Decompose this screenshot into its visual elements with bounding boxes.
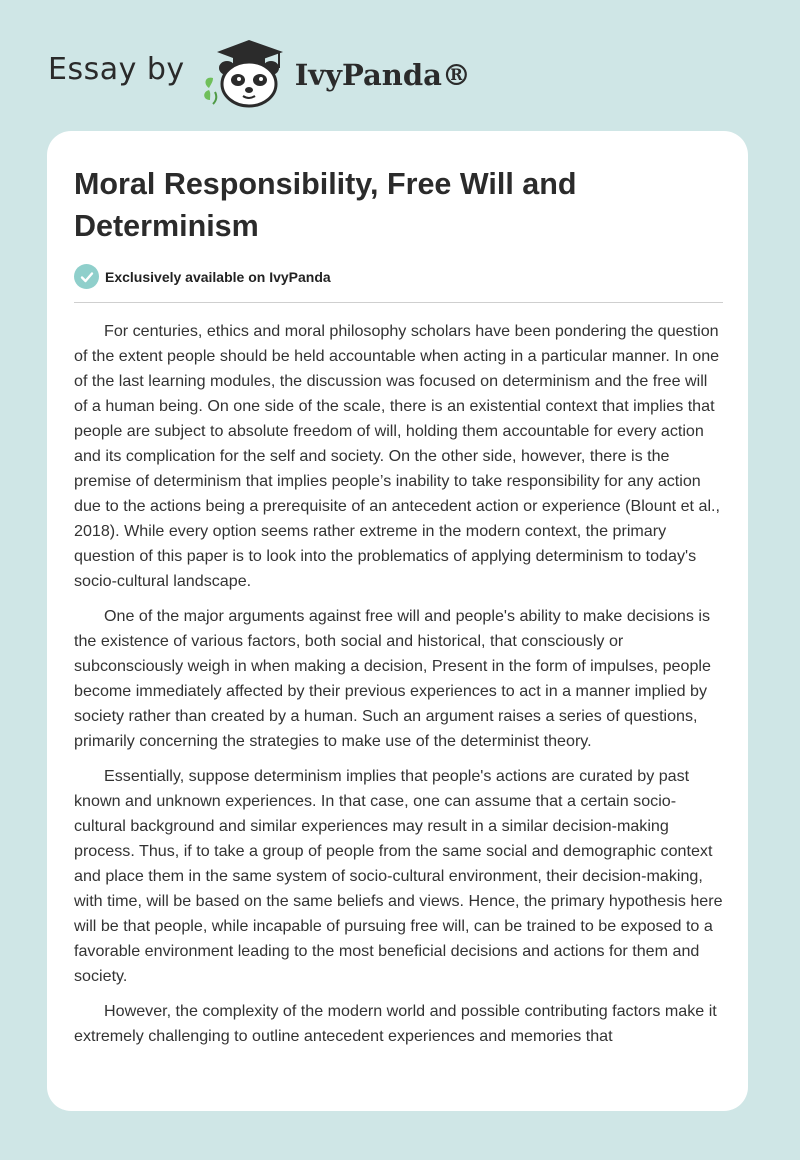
article-card — [47, 131, 748, 1111]
essay-by-label: Essay by — [48, 51, 185, 87]
panda-logo-icon[interactable] — [199, 38, 291, 108]
paragraph: One of the major arguments against free will and people's ability to make decisions is the existence of various factors, both social and historical, that consciously or subconsciously weigh in when making a decision, Present in the form of impulses, people become immediately affected by their previous experiences to act in a manner implied by society rather than created by a human. Such an argument raises a series of questions, primarily concerning the strategies to make use of the determinist theory. — [74, 607, 711, 750]
article-body — [74, 319, 723, 1059]
badge-label: Exclusively available on IvyPanda — [105, 268, 331, 285]
exclusive-badge — [74, 264, 331, 289]
divider — [74, 302, 723, 303]
site-header — [48, 38, 471, 108]
paragraph: However, the complexity of the modern world and possible contributing factors make it extremely challenging to outline antecedent experiences and memories that — [74, 1002, 717, 1045]
article-title: Moral Responsibility, Free Will and Determinism — [74, 167, 577, 243]
brand-name[interactable]: IvyPanda® — [294, 58, 471, 92]
checkmark-icon — [74, 264, 99, 289]
paragraph: Essentially, suppose determinism implies that people's actions are curated by past known and unknown experiences. In that case, one can assume that a certain socio-cultural background and similar experiences may result in a similar decision-making process. Thus, if to take a group of people from the same social and demographic context and place them in the same system of socio-cultural environment, their decision-making, with time, will be based on the same beliefs and views. Hence, the primary hypothesis here will be that people, while incapable of pursuing free will, can be trained to be exposed to a favorable environment leading to the most beneficial decisions and actions for them and society. — [74, 767, 723, 985]
paragraph: For centuries, ethics and moral philosophy scholars have been pondering the question of the extent people should be held accountable when acting in a particular manner. In one of the last learning modules, the discussion was focused on determinism and the free will of a human being. On one side of the scale, there is an existential context that implies that people are subject to absolute freedom of will, holding them accountable for every action and its complication for the self and society. On the other side, however, there is the premise of determinism that implies people’s inability to take responsibility for any action due to the actions being a prerequisite of an antecedent action or experience (Blount et al., 2018). While every option seems rather extreme in the modern context, the primary question of this paper is to look into the problematics of applying determinism to today's socio-cultural landscape. — [74, 322, 720, 590]
